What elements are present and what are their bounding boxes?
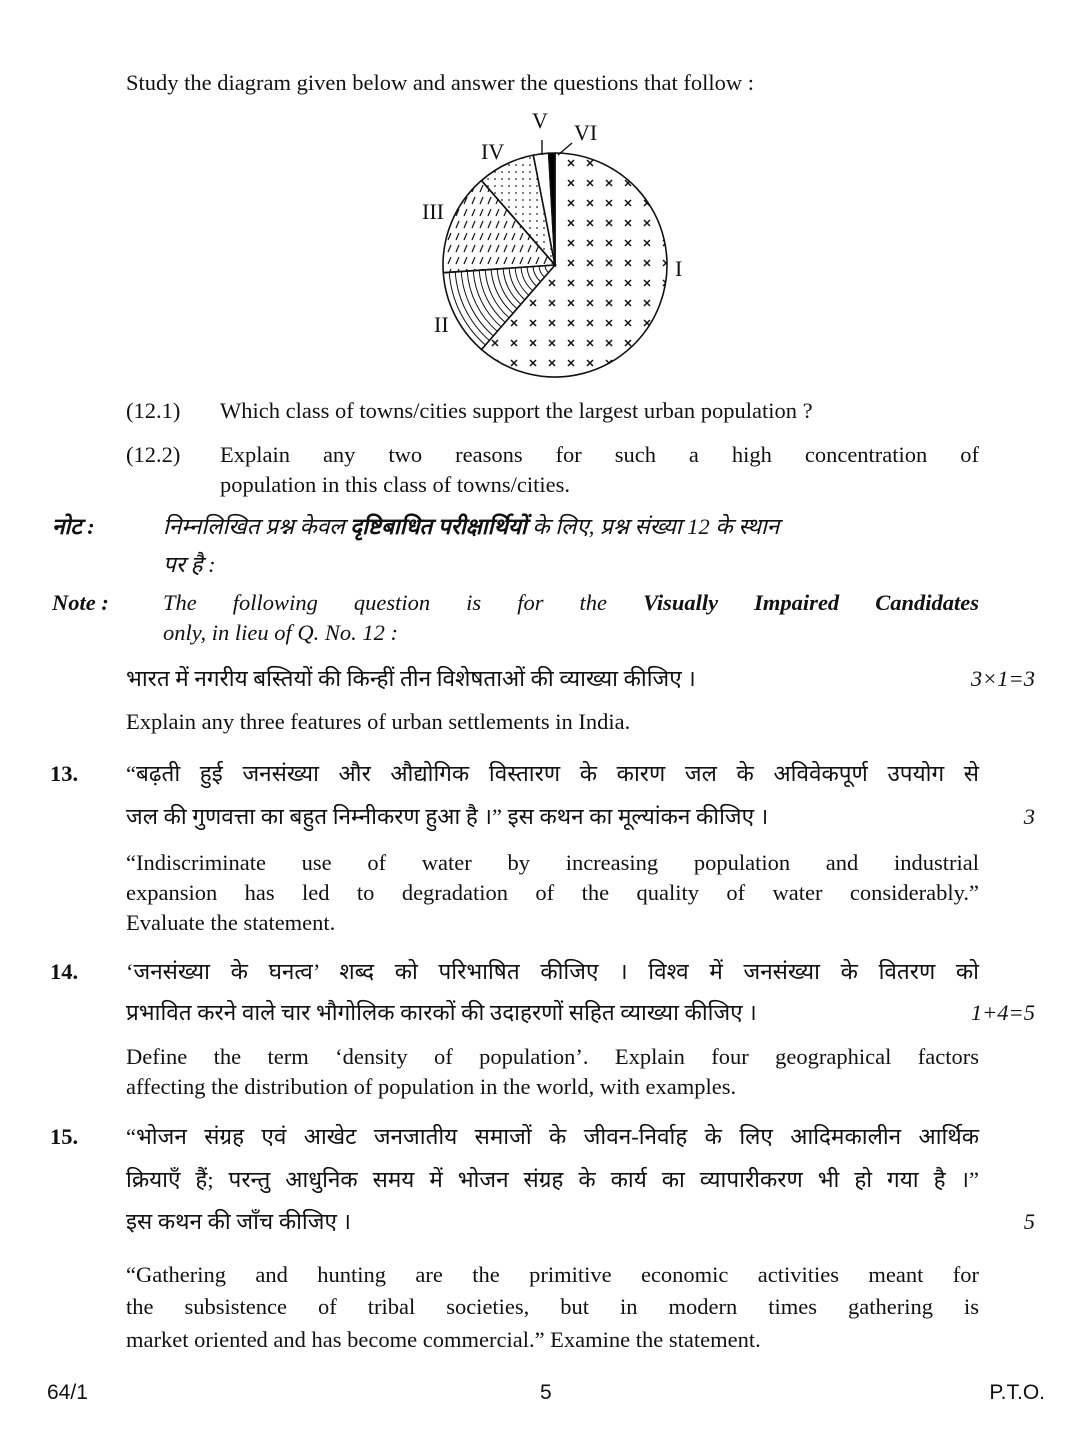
question-hindi-line: “बढ़ती हुई जनसंख्या और औद्योगिक विस्तारण के कारण जल के अविवेकपूर्ण उपयोग से <box>126 761 979 786</box>
subq-number: (12.1) <box>126 398 181 423</box>
marks: 5 <box>1023 1209 1035 1234</box>
question-number: 14. <box>50 959 79 984</box>
note-text-english: only, in lieu of Q. No. 12 : <box>163 620 398 645</box>
question-hindi-line: क्रियाएँ हैं; परन्तु आधुनिक समय में भोजन संग्रह के कार्य का व्यापारीकरण भी हो गया है ।” <box>126 1167 979 1192</box>
marks: 3 <box>1023 804 1035 829</box>
question-english-line: Evaluate the statement. <box>126 910 336 935</box>
question-hindi-line: “भोजन संग्रह एवं आखेट जनजातीय समाजों के जीवन-निर्वाह के लिए आदिमकालीन आर्थिक <box>126 1124 979 1149</box>
subq-number: (12.2) <box>126 442 181 467</box>
note-emphasis: Visually Impaired Candidates <box>643 590 979 615</box>
question-english-line: market oriented and has become commercial.” Examine the statement. <box>126 1327 761 1352</box>
subq-text: population in this class of towns/cities. <box>220 472 570 497</box>
marks: 1+4=5 <box>970 1000 1035 1025</box>
paper-code: 64/1 <box>47 1381 88 1404</box>
note-text: The following question is for the <box>163 590 644 615</box>
question-hindi-line: इस कथन की जाँच कीजिए । <box>126 1209 352 1234</box>
note-text-hindi <box>163 513 779 541</box>
question-hindi-line: जल की गुणवत्ता का बहुत निम्नीकरण हुआ है ।” इस कथन का मूल्यांकन कीजिए । <box>126 804 769 829</box>
note-text: के लिए, प्रश्न संख्या 12 के स्थान <box>526 514 780 539</box>
question-number: 15. <box>50 1124 79 1149</box>
slice-label-i: I <box>675 256 683 281</box>
note-text-hindi: पर है : <box>163 552 216 577</box>
question-english-line: “Indiscriminate use of water by increasing population and industrial <box>126 850 979 875</box>
slice-label-iii: III <box>422 199 444 224</box>
slice-label-v: V <box>532 108 548 133</box>
pto-label: P.T.O. <box>989 1381 1045 1404</box>
question-english-line: the subsistence of tribal societies, but in modern times gathering is <box>126 1294 979 1319</box>
note-text: निम्नलिखित प्रश्न केवल <box>163 514 351 539</box>
intro-text: Study the diagram given below and answer the questions that follow : <box>126 70 755 95</box>
slice-label-vi: VI <box>574 120 598 145</box>
subq-text: Explain any two reasons for such a high concentration of <box>220 442 979 467</box>
question-english-line: “Gathering and hunting are the primitive economic activities meant for <box>126 1262 979 1287</box>
pie-chart <box>430 135 683 385</box>
note-emphasis: दृष्टिबाधित परीक्षार्थियों <box>350 514 527 539</box>
slice-label-ii: II <box>434 312 449 337</box>
question-english-line: Define the term ‘density of population’. Explain four geographical factors <box>126 1044 979 1069</box>
question-hindi-line: प्रभावित करने वाले चार भौगोलिक कारकों की उदाहरणों सहित व्याख्या कीजिए । <box>126 1000 757 1025</box>
question-english-line: expansion has led to degradation of the quality of water considerably.” <box>126 880 979 905</box>
note-label-hindi: नोट : <box>52 514 95 539</box>
slice-label-iv: IV <box>481 139 505 164</box>
vi-question-hindi: भारत में नगरीय बस्तियों की किन्हीं तीन विशेषताओं की व्याख्या कीजिए । <box>126 666 696 691</box>
marks: 3×1=3 <box>970 666 1035 691</box>
question-hindi-line: ‘जनसंख्या के घनत्व’ शब्द को परिभाषित कीजिए । विश्व में जनसंख्या के वितरण को <box>126 959 979 984</box>
page-number: 5 <box>540 1381 552 1404</box>
note-text-english <box>163 589 979 617</box>
vi-question-english: Explain any three features of urban settlements in India. <box>126 709 631 734</box>
question-number: 13. <box>50 761 79 786</box>
note-label-english: Note : <box>52 590 109 615</box>
subq-text: Which class of towns/cities support the largest urban population ? <box>220 398 813 423</box>
question-english-line: affecting the distribution of population in the world, with examples. <box>126 1074 737 1099</box>
